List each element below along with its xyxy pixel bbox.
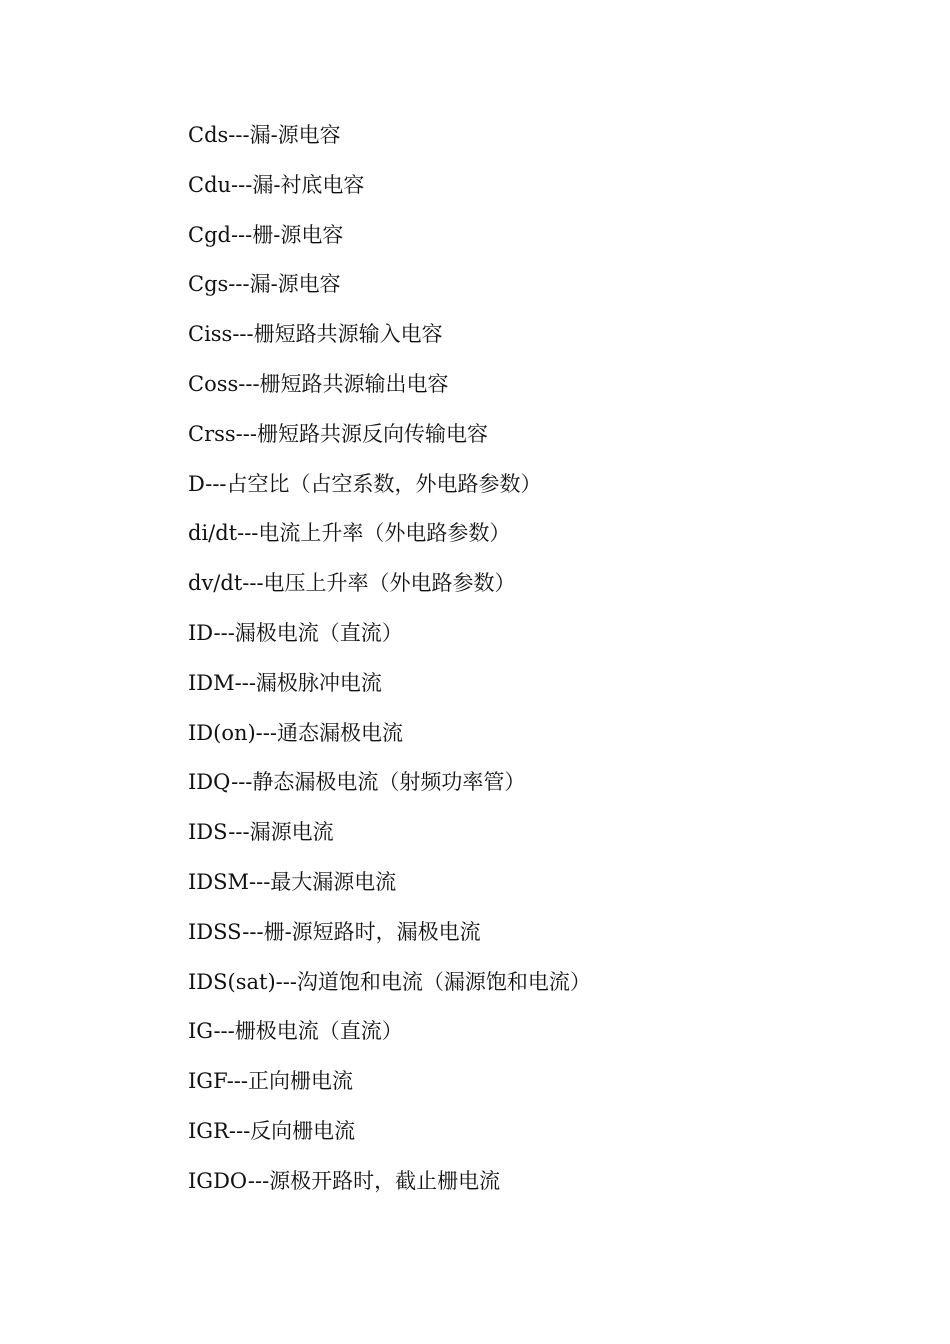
term-line: Cdu---漏-衬底电容 — [188, 172, 365, 197]
term-line: IGR---反向栅电流 — [188, 1118, 356, 1143]
term-list — [188, 117, 591, 1213]
term-line: IG---栅极电流（直流） — [188, 1019, 403, 1044]
term-line: ID(on)---通态漏极电流 — [188, 720, 403, 745]
term-line: IGF---正向栅电流 — [188, 1069, 353, 1094]
term-line: dv/dt---电压上升率（外电路参数） — [188, 571, 516, 596]
term-line: Cgd---栅-源电容 — [188, 222, 344, 247]
term-line: IDS(sat)---沟道饱和电流（漏源饱和电流） — [188, 969, 591, 994]
term-line: Cds---漏-源电容 — [188, 123, 341, 147]
term-line: IDM---漏极脉冲电流 — [188, 670, 382, 695]
term-line: IDSS---栅-源短路时，漏极电流 — [188, 919, 481, 944]
term-line: IGDO---源极开路时，截止栅电流 — [188, 1168, 501, 1193]
term-line: IDSM---最大漏源电流 — [188, 869, 397, 894]
term-line: Crss---栅短路共源反向传输电容 — [188, 421, 488, 446]
term-line: Cgs---漏-源电容 — [188, 272, 341, 297]
term-line: Coss---栅短路共源输出电容 — [188, 371, 449, 396]
term-line: di/dt---电流上升率（外电路参数） — [188, 521, 511, 546]
term-line: IDQ---静态漏极电流（射频功率管） — [188, 770, 526, 795]
term-line: IDS---漏源电流 — [188, 820, 334, 845]
term-line: Ciss---栅短路共源输入电容 — [188, 322, 443, 347]
term-line: ID---漏极电流（直流） — [188, 620, 403, 645]
term-line: D---占空比（占空系数，外电路参数） — [188, 471, 542, 496]
